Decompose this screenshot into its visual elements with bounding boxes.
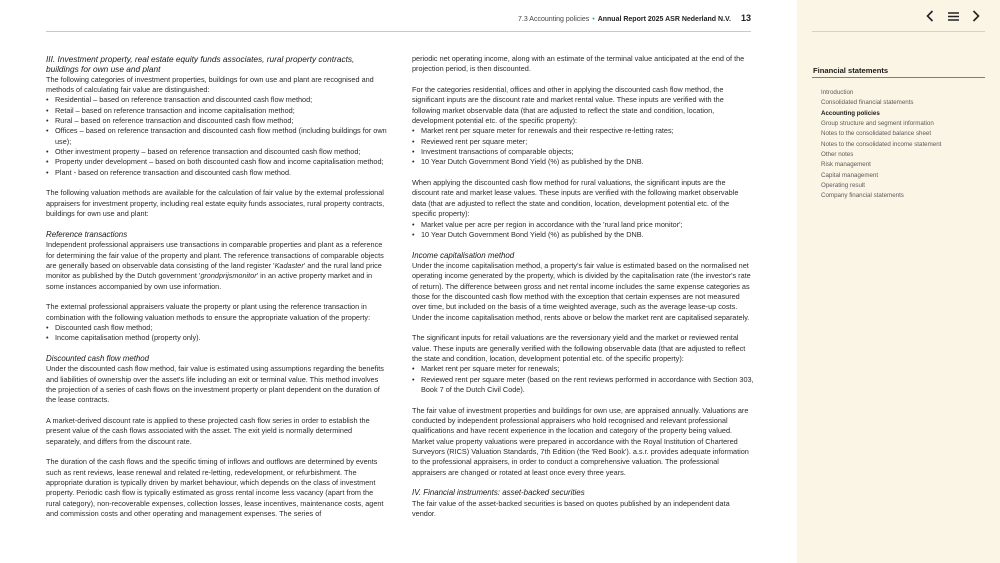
- right-column: [412, 54, 754, 519]
- list-item: • Plant - based on reference transaction and discounted cash flow method.: [46, 168, 388, 178]
- methods-paragraph: The following valuation methods are available for the calculation of fair value by the external professional appraisers for investment property, including real estate equity funds associates, rural property contracts, buildings for own use and plant:: [46, 188, 385, 219]
- appraisal-paragraph: The fair value of investment properties and buildings for own use, are appraised annually. Valuations are conducted by independent professional appraisers who hold recognised and relevant professional qualifications and have recent experience in the location and category of the property being valued. Market value property valuations were prepared in accordance with the Royal Institution of Chartered Surveyors (RICS) Valuation Standards, 7th Edition (the 'Red Book'). a.s.r. provides adequate information to the professional appraisers, in order to conduct a comprehensive valuation. The professional appraisers are changed or rotated at least once every three years.: [412, 405, 749, 477]
- page-navigation: [923, 9, 983, 23]
- toc-title-underline: [812, 77, 985, 78]
- dcf-inputs-list: [412, 126, 754, 167]
- list-item: • Residential – based on reference transaction and discounted cash flow method;: [46, 95, 388, 105]
- reference-paragraph: Independent professional appraisers use transactions in comparable properties and plant as a reference for determining the fair value of the property and plant. The reference transactions of comparable objects are generally based on observable data consisting of the land register 'Kadaster' and the rural land price monitor as published by the Dutch government 'grondprijsmonitor' in an active property market and in some instances accompanied by own use information.: [46, 240, 384, 291]
- header-meta: [518, 13, 751, 23]
- toc-item-risk-management[interactable]: Risk management: [821, 161, 871, 169]
- list-item: • Income capitalisation method (property only).: [46, 333, 388, 343]
- sidebar-divider: [812, 31, 985, 32]
- categories-list: [46, 95, 388, 178]
- list-item: • Reviewed rent per square meter (based on the rent reviews performed in accordance with Section 303, Book 7 of the Dutch Civil Code).: [412, 375, 754, 396]
- section-heading-iii: III. Investment property, real estate equity funds associates, rural property contracts, buildings for own use and plant: [46, 54, 355, 75]
- list-item: • 10 Year Dutch Government Bond Yield (%) as published by the DNB.: [412, 157, 754, 167]
- previous-page-button[interactable]: [923, 9, 937, 23]
- income-capitalisation-paragraph: Under the income capitalisation method, a property's fair value is estimated based on the normalised net operating income generated by the property, which is divided by the capitalisation rate (the investor's rate of return). The difference between gross and net rental income includes the same expense categories as those for the discounted cash flow method with the exception that certain expenses are not measured over time, but included on the basis of a time weighted average, such as the average lease-up costs. Under the income capitalisation method, rents above or below the market rent are capitalised separately.: [412, 260, 751, 322]
- toc-item-group-structure[interactable]: Group structure and segment information: [821, 120, 934, 128]
- section-heading-iv: IV. Financial instruments: asset-backed securities: [412, 488, 585, 498]
- list-item: • Market rent per square meter for renewals;: [412, 364, 754, 374]
- retail-inputs-list: [412, 364, 754, 395]
- valuation-methods-list: [46, 323, 388, 344]
- list-item: • Market rent per square meter for renewals and their respective re-letting rates;: [412, 126, 754, 136]
- toc-item-accounting-policies[interactable]: Accounting policies: [821, 109, 880, 117]
- toc-title[interactable]: Financial statements: [813, 66, 889, 75]
- retail-paragraph: The significant inputs for retail valuations are the reversionary yield and the market or reviewed rental value. These inputs are generally verified with the following observable data (that are adjusted to reflect the state and condition, location, development potential etc. of the specific property):: [412, 333, 746, 363]
- header-report-title: Annual Report 2025 ASR Nederland N.V.: [597, 16, 731, 23]
- list-item: • Other investment property – based on reference transaction and discounted cash flow method;: [46, 147, 388, 157]
- toc-item-notes-balance-sheet[interactable]: Notes to the consolidated balance sheet: [821, 130, 932, 138]
- chevron-left-icon: [926, 10, 934, 22]
- next-page-button[interactable]: [969, 9, 983, 23]
- toc-item-other-notes[interactable]: Other notes: [821, 151, 854, 159]
- left-column: [46, 54, 388, 519]
- menu-icon: [948, 12, 959, 21]
- income-capitalisation-heading: Income capitalisation method: [412, 250, 515, 260]
- duration-paragraph: The duration of the cash flows and the specific timing of inflows and outflows are determined by events such as rent reviews, lease renewal and related re-letting, redevelopment, or refurbishment. The appropriate duration is typically driven by market behaviour, which depends on the class of investment property. Periodic cash flow is typically estimated as gross rental income less vacancy (apart from the rural category), non-recoverable expenses, collection losses, lease incentives, maintenance costs, agent and commission costs and other operating and management expenses. The series of: [46, 457, 384, 519]
- list-item: • Investment transactions of comparable objects;: [412, 147, 754, 157]
- chevron-right-icon: [972, 10, 980, 22]
- header-separator: •: [592, 16, 595, 23]
- menu-button[interactable]: [946, 9, 960, 23]
- toc-item-company-financial-statements[interactable]: Company financial statements: [821, 192, 904, 200]
- page-header: [46, 13, 751, 32]
- page-number: 13: [740, 13, 751, 23]
- list-item: • Retail – based on reference transaction and income capitalisation method;: [46, 106, 388, 116]
- toc-item-consolidated-financial-statements[interactable]: Consolidated financial statements: [821, 99, 914, 107]
- dcf-paragraph: Under the discounted cash flow method, fair value is estimated using assumptions regarding the benefits and liabilities of ownership over the asset's life including an exit or terminal value. This method involves the projection of a series of cash flows on the investment property or plant dependent on the duration of the lease contracts.: [46, 364, 384, 405]
- external-appraisers-paragraph: The external professional appraisers valuate the property or plant using the reference transaction in combination with the following valuation methods to ensure the appropriate valuation of the property:: [46, 302, 371, 322]
- list-item: • Discounted cash flow method;: [46, 323, 388, 333]
- rural-paragraph: When applying the discounted cash flow method for rural valuations, the significant inputs are the discount rate and market lease values. These inputs are verified with the following market observable data (that are adjusted to reflect the state and condition, location, development potential etc. of the specific property):: [412, 178, 739, 219]
- list-item: • Property under development – based on both discounted cash flow and income capitalisation method;: [46, 157, 388, 167]
- toc-item-introduction[interactable]: Introduction: [821, 89, 854, 96]
- discount-rate-paragraph: A market-derived discount rate is applied to these projected cash flow series in order to establish the present value of the cash flows associated with the asset. The exit yield is normally determined separately, and differs from the discount rate.: [46, 416, 370, 446]
- asset-backed-paragraph: The fair value of the asset-backed securities is based on quotes published by an independent data vendor.: [412, 498, 730, 519]
- toc-item-notes-income-statement[interactable]: Notes to the consolidated income statement: [821, 140, 942, 148]
- list-item: • 10 Year Dutch Government Bond Yield (%) as published by the DNB.: [412, 230, 754, 240]
- navigation-sidebar: [797, 0, 1000, 563]
- continuation-paragraph: periodic net operating income, along with an estimate of the terminal value anticipated at the end of the projection period, is then discounted.: [412, 54, 745, 74]
- header-section[interactable]: 7.3 Accounting policies: [518, 16, 590, 23]
- rural-inputs-list: [412, 220, 754, 241]
- reference-transactions-heading: Reference transactions: [46, 229, 128, 239]
- grondprijsmonitor-term: grondprijsmonitor: [200, 271, 257, 281]
- toc-list: [821, 88, 941, 202]
- toc-item-capital-management[interactable]: Capital management: [821, 171, 879, 179]
- kadaster-term: Kadaster: [274, 260, 304, 270]
- list-item: • Reviewed rent per square meter;: [412, 137, 754, 147]
- toc-item-operating-result[interactable]: Operating result: [821, 182, 866, 190]
- list-item: • Rural – based on reference transaction and discounted cash flow method;: [46, 116, 388, 126]
- dcf-heading: Discounted cash flow method: [46, 353, 150, 363]
- list-item: • Market value per acre per region in accordance with the 'rural land price monitor';: [412, 220, 754, 230]
- list-item: • Offices – based on reference transaction and discounted cash flow method (including buildings for own use);: [46, 126, 388, 147]
- intro-paragraph: The following categories of investment properties, buildings for own use and plant are recognised and methods of calculating fair value are distinguished:: [46, 74, 374, 95]
- dcf-inputs-paragraph: For the categories residential, offices and other in applying the discounted cash flow method, the significant inputs are the discount rate and market rental value. These inputs are verified with the following market observable data (that are adjusted to reflect the state and condition, location, development potential etc. of the specific property):: [412, 85, 724, 126]
